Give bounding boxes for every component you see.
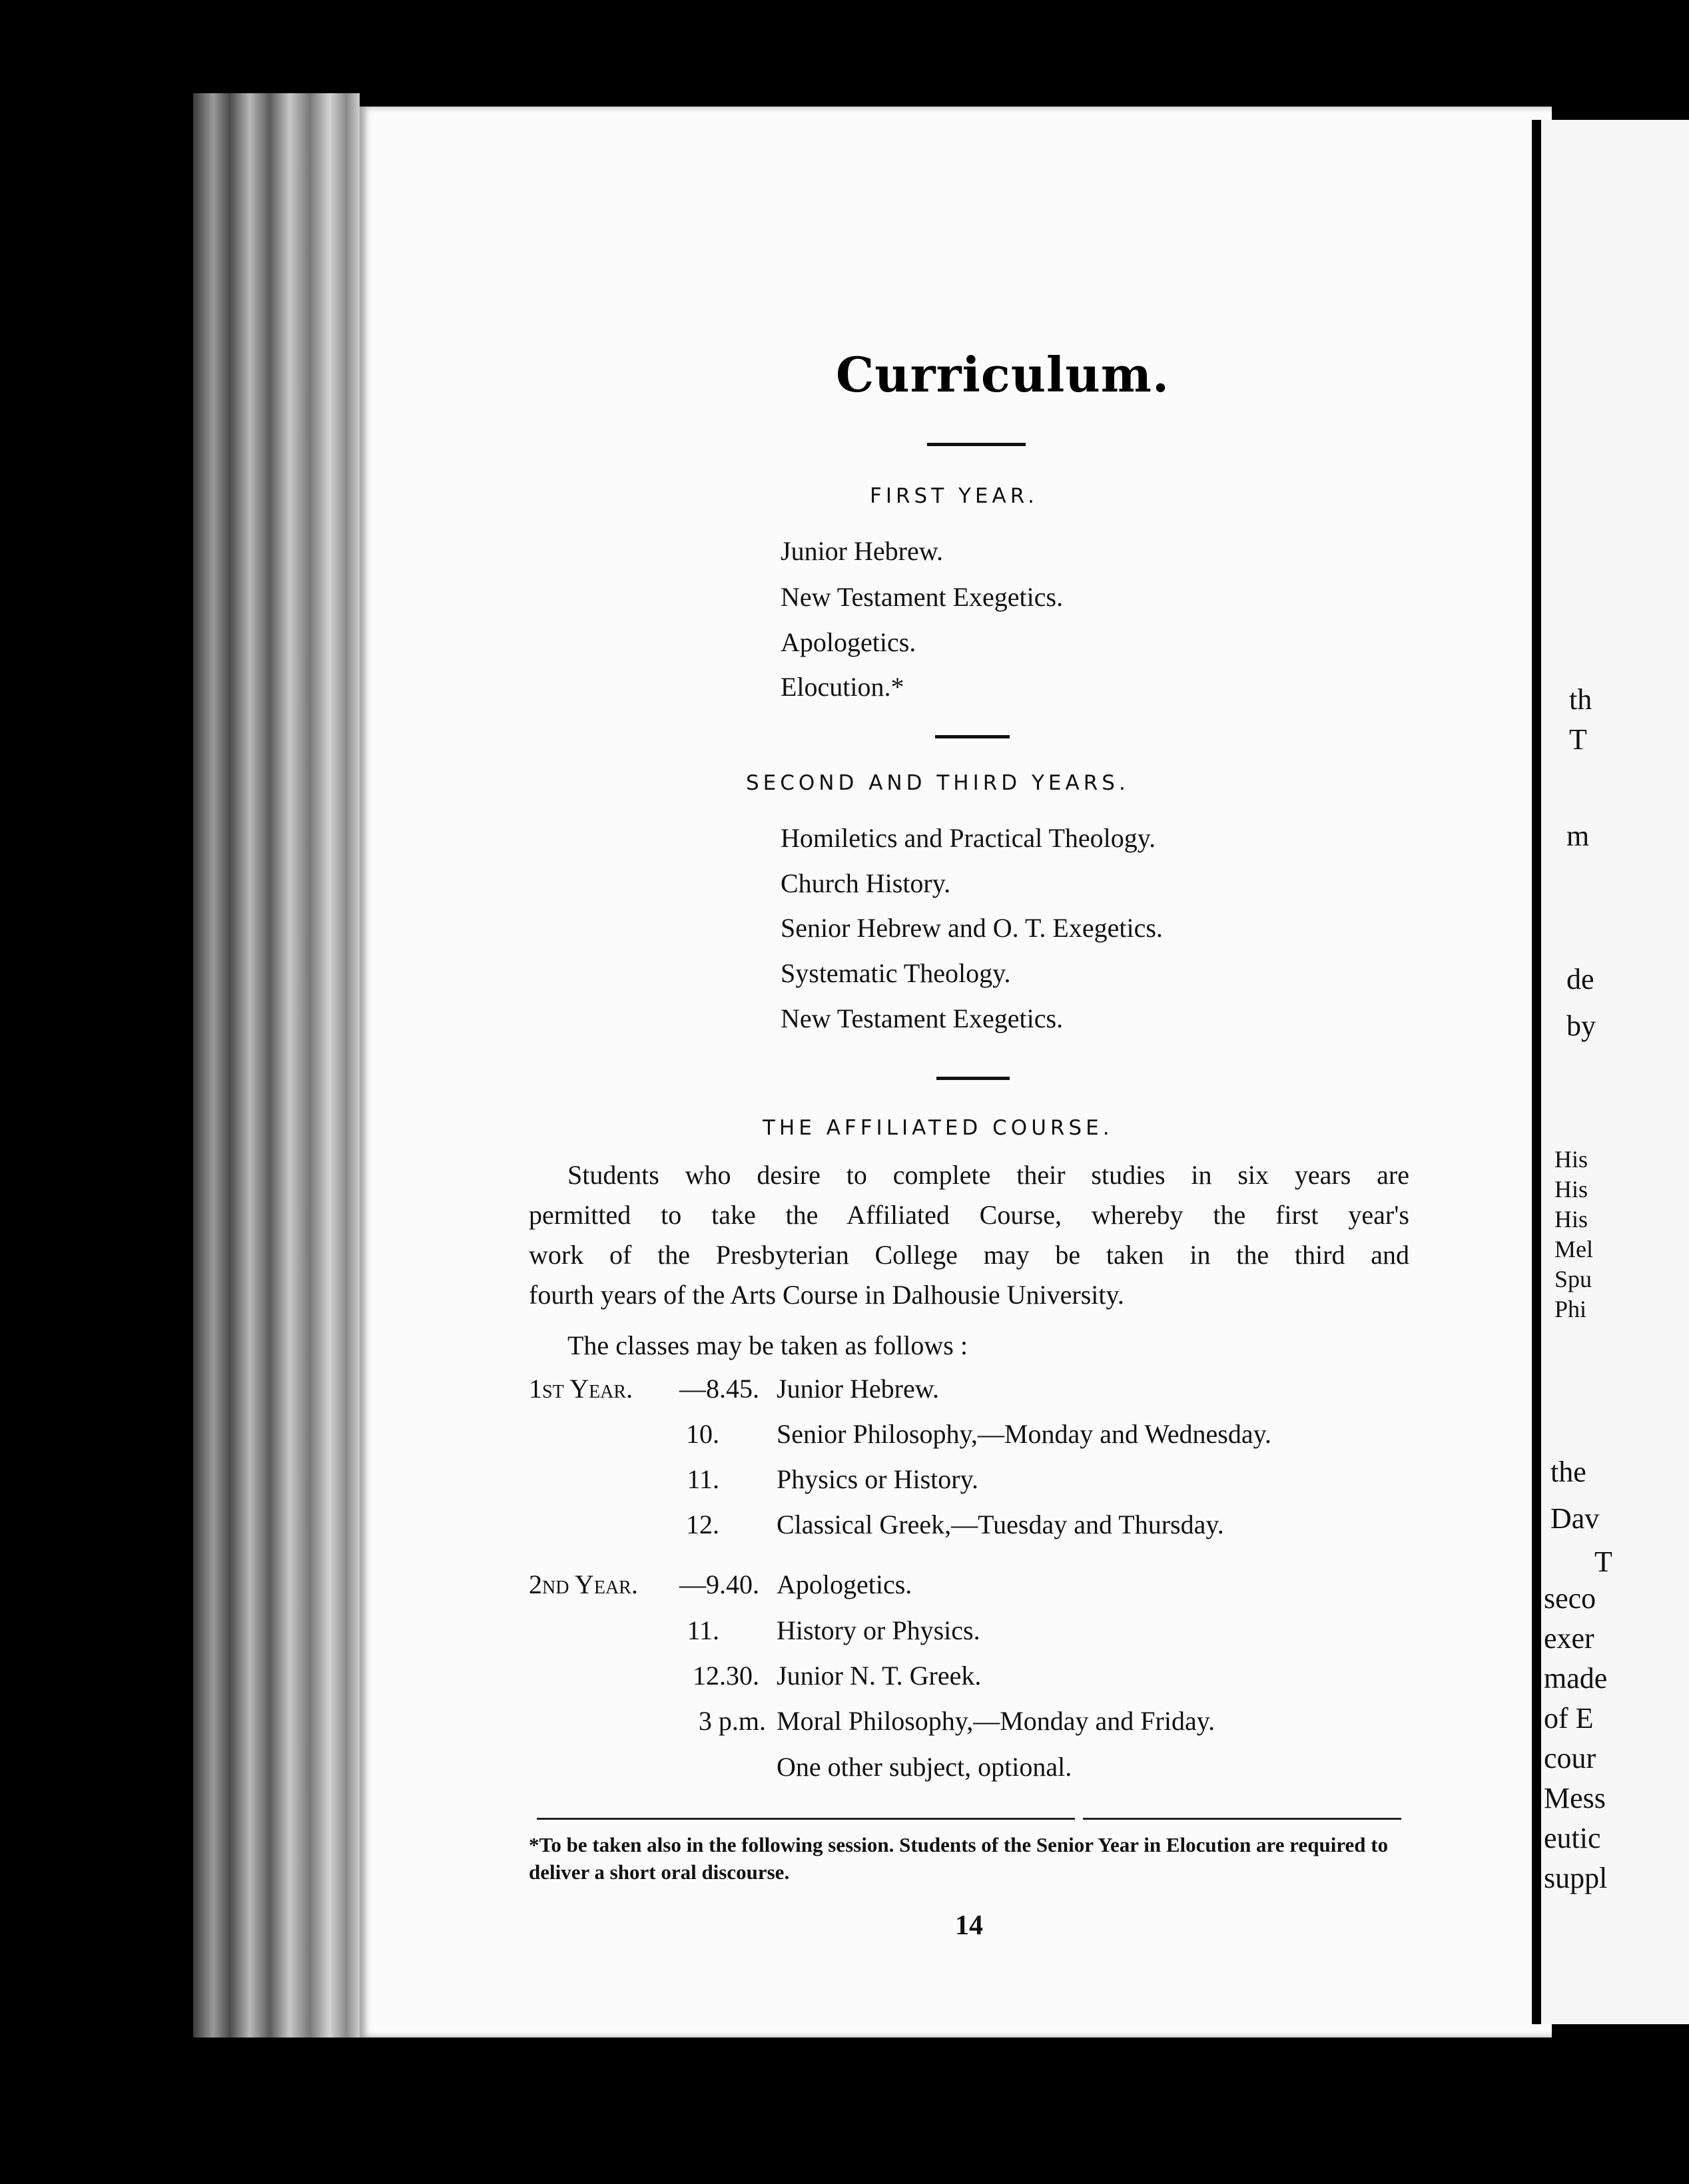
footnote: *To be taken also in the following session. Students of the Senior Year in Elocution are required to deliver a short oral discourse. bbox=[529, 1833, 1389, 1884]
first-year-item: Junior Hebrew. bbox=[781, 536, 944, 566]
footnote-rule bbox=[537, 1818, 1075, 1820]
opposite-fragment: His bbox=[1554, 1146, 1588, 1173]
opposite-fragment: His bbox=[1554, 1206, 1588, 1232]
opposite-fragment: cour bbox=[1544, 1742, 1596, 1774]
classes-intro: The classes may be taken as follows : bbox=[567, 1330, 968, 1360]
schedule-subject: Junior N. T. Greek. bbox=[777, 1661, 982, 1691]
opposite-fragment: made bbox=[1544, 1662, 1608, 1695]
opposite-fragment: T bbox=[1594, 1545, 1612, 1578]
opposite-fragment: of E bbox=[1544, 1702, 1594, 1735]
schedule-time: 12. bbox=[686, 1509, 719, 1539]
second-third-item: Homiletics and Practical Theology. bbox=[781, 823, 1156, 853]
paragraph-line: fourth years of the Arts Course in Dalhousie University. bbox=[529, 1280, 1124, 1310]
affiliated-course-heading: THE AFFILIATED COURSE. bbox=[763, 1116, 1114, 1140]
opposite-fragment: suppl bbox=[1544, 1862, 1608, 1894]
schedule-time: 11. bbox=[687, 1615, 719, 1645]
page-title: Curriculum. bbox=[836, 346, 1170, 403]
schedule-subject: Physics or History. bbox=[777, 1464, 978, 1494]
affiliated-course-paragraph bbox=[529, 1155, 1409, 1315]
schedule-subject: History or Physics. bbox=[777, 1615, 980, 1645]
section-rule bbox=[935, 735, 1010, 738]
first-year-heading: FIRST YEAR. bbox=[870, 484, 1038, 508]
schedule-time: —9.40. bbox=[679, 1569, 759, 1599]
opposite-fragment: Mess bbox=[1544, 1782, 1606, 1814]
schedule-time: 11. bbox=[687, 1464, 719, 1494]
opposite-fragment: de bbox=[1566, 963, 1594, 995]
page-number: 14 bbox=[955, 1910, 983, 1941]
schedule-time: 12.30. bbox=[693, 1661, 759, 1691]
first-year-item: Elocution.* bbox=[781, 672, 904, 702]
schedule-time: 3 p.m. bbox=[698, 1706, 766, 1736]
opposite-page bbox=[1532, 120, 1689, 2024]
first-year-item: New Testament Exegetics. bbox=[781, 582, 1064, 612]
year1-label: 1st Year. bbox=[529, 1374, 633, 1404]
schedule-subject: Junior Hebrew. bbox=[777, 1374, 940, 1404]
schedule-subject: Classical Greek,—Tuesday and Thursday. bbox=[777, 1509, 1224, 1539]
schedule-time: 10. bbox=[686, 1419, 719, 1449]
opposite-fragment: m bbox=[1566, 820, 1590, 852]
opposite-fragment: His bbox=[1554, 1176, 1588, 1203]
footnote-rule bbox=[1083, 1818, 1401, 1820]
opposite-fragment: T bbox=[1569, 723, 1587, 756]
second-third-item: Systematic Theology. bbox=[781, 958, 1011, 988]
paragraph-line: permitted to take the Affiliated Course, whereby the first year's bbox=[529, 1200, 1409, 1230]
book-page-edges bbox=[193, 93, 360, 2038]
opposite-fragment: th bbox=[1569, 683, 1592, 716]
opposite-fragment: by bbox=[1566, 1009, 1596, 1042]
schedule-subject: Apologetics. bbox=[777, 1569, 912, 1599]
second-third-item: Senior Hebrew and O. T. Exegetics. bbox=[781, 913, 1163, 943]
second-third-item: New Testament Exegetics. bbox=[781, 1003, 1064, 1033]
paragraph-line: Students who desire to complete their studies in six years are bbox=[567, 1160, 1409, 1190]
schedule-subject: Moral Philosophy,—Monday and Friday. bbox=[777, 1706, 1215, 1736]
year2-label: 2nd Year. bbox=[529, 1569, 638, 1599]
opposite-fragment: Mel bbox=[1554, 1236, 1593, 1262]
opposite-fragment: Dav bbox=[1550, 1502, 1600, 1535]
second-third-years-heading: SECOND AND THIRD YEARS. bbox=[746, 771, 1130, 795]
opposite-fragment: the bbox=[1550, 1456, 1586, 1488]
opposite-fragment: Phi bbox=[1554, 1296, 1587, 1322]
second-third-item: Church History. bbox=[781, 868, 951, 898]
opposite-fragment: eutic bbox=[1544, 1822, 1601, 1854]
opposite-fragment: seco bbox=[1544, 1582, 1596, 1615]
schedule-subject: Senior Philosophy,—Monday and Wednesday. bbox=[777, 1419, 1272, 1449]
paragraph-line: work of the Presbyterian College may be taken in the third and bbox=[529, 1240, 1409, 1270]
title-rule bbox=[927, 443, 1026, 446]
opposite-fragment: exer bbox=[1544, 1622, 1594, 1655]
first-year-item: Apologetics. bbox=[781, 627, 916, 657]
schedule-time: —8.45. bbox=[679, 1374, 759, 1404]
section-rule bbox=[936, 1077, 1010, 1080]
opposite-fragment: Spu bbox=[1554, 1266, 1592, 1292]
schedule-subject: One other subject, optional. bbox=[777, 1752, 1072, 1782]
